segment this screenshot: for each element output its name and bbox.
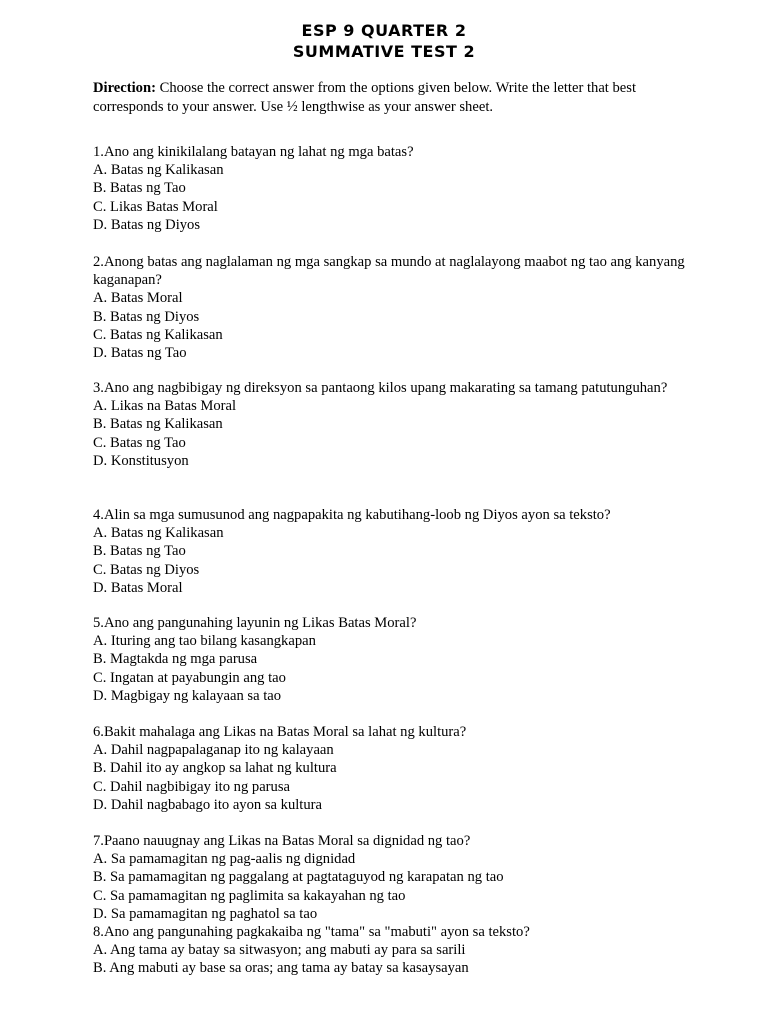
option-c: C. Batas ng Kalikasan xyxy=(93,326,223,343)
question-7 xyxy=(93,832,693,923)
option-a: A. Likas na Batas Moral xyxy=(93,398,237,415)
option-b: B. Batas ng Diyos xyxy=(93,308,200,325)
option-c: C. Sa pamamagitan ng paglimita sa kakayahan ng tao xyxy=(93,887,406,904)
question-stem: 8.Ano ang pangunahing pagkakaiba ng "tama" sa "mabuti" ayon sa teksto? xyxy=(93,924,530,940)
option-d: D. Magbigay ng kalayaan sa tao xyxy=(93,687,282,704)
option-d: D. Konstitusyon xyxy=(93,452,189,469)
option-b: B. Sa pamamagitan ng paggalang at pagtataguyod ng karapatan ng tao xyxy=(93,869,504,886)
question-6 xyxy=(93,723,693,814)
option-a: A. Ang tama ay batay sa sitwasyon; ang mabuti ay para sa sarili xyxy=(93,942,466,959)
option-d: D. Batas ng Diyos xyxy=(93,216,201,233)
question-stem: 6.Bakit mahalaga ang Likas na Batas Moral sa lahat ng kultura? xyxy=(93,724,467,740)
option-a: A. Batas Moral xyxy=(93,290,183,307)
option-b: B. Dahil ito ay angkop sa lahat ng kultura xyxy=(93,760,337,777)
option-c: C. Dahil nagbibigay ito ng parusa xyxy=(93,778,290,795)
option-c: C. Batas ng Diyos xyxy=(93,561,200,578)
question-stem: 4.Alin sa mga sumusunod ang nagpapakita ng kabutihang-loob ng Diyos ayon sa teksto? xyxy=(93,507,611,523)
option-a: A. Dahil nagpapalaganap ito ng kalayaan xyxy=(93,742,334,759)
option-a: A. Ituring ang tao bilang kasangkapan xyxy=(93,633,316,650)
direction-label: Direction: xyxy=(93,80,156,96)
question-stem: 5.Ano ang pangunahing layunin ng Likas Batas Moral? xyxy=(93,615,417,631)
option-b: B. Magtakda ng mga parusa xyxy=(93,651,258,668)
question-stem: 2.Anong batas ang naglalaman ng mga sangkap sa mundo at naglalayong maabot ng tao ang kanyang kaganapan? xyxy=(93,254,685,289)
option-d: D. Sa pamamagitan ng paghatol sa tao xyxy=(93,905,318,922)
question-stem: 3.Ano ang nagbibigay ng direksyon sa pantaong kilos upang makarating sa tamang patutunguhan? xyxy=(93,380,668,396)
option-c: C. Batas ng Tao xyxy=(93,434,186,451)
option-d: D. Dahil nagbabago ito ayon sa kultura xyxy=(93,796,322,813)
option-a: A. Batas ng Kalikasan xyxy=(93,162,224,179)
question-4 xyxy=(93,506,693,597)
question-stem: 1.Ano ang kinikilalang batayan ng lahat ng mga batas? xyxy=(93,144,414,160)
test-subtitle: SUMMATIVE TEST 2 xyxy=(292,42,476,61)
option-b: B. Ang mabuti ay base sa oras; ang tama ay batay sa kasaysayan xyxy=(93,960,469,977)
question-3 xyxy=(93,379,693,470)
option-b: B. Batas ng Tao xyxy=(93,543,186,560)
option-b: B. Batas ng Tao xyxy=(93,180,186,197)
test-title: ESP 9 QUARTER 2 xyxy=(301,21,467,40)
question-5 xyxy=(93,614,693,705)
question-8 xyxy=(93,923,693,978)
option-a: A. Batas ng Kalikasan xyxy=(93,525,224,542)
option-b: B. Batas ng Kalikasan xyxy=(93,416,223,433)
option-d: D. Batas ng Tao xyxy=(93,345,187,362)
option-c: C. Likas Batas Moral xyxy=(93,198,218,215)
question-1 xyxy=(93,143,693,234)
question-2 xyxy=(93,253,693,362)
option-a: A. Sa pamamagitan ng pag-aalis ng dignidad xyxy=(93,851,356,868)
directions-paragraph xyxy=(93,79,693,117)
option-c: C. Ingatan at payabungin ang tao xyxy=(93,669,286,686)
option-d: D. Batas Moral xyxy=(93,579,183,596)
direction-text: Choose the correct answer from the options given below. Write the letter that best corresponds to your answer. Use ½ lengthwise as your answer sheet. xyxy=(93,80,637,115)
question-stem: 7.Paano nauugnay ang Likas na Batas Moral sa dignidad ng tao? xyxy=(93,833,471,849)
